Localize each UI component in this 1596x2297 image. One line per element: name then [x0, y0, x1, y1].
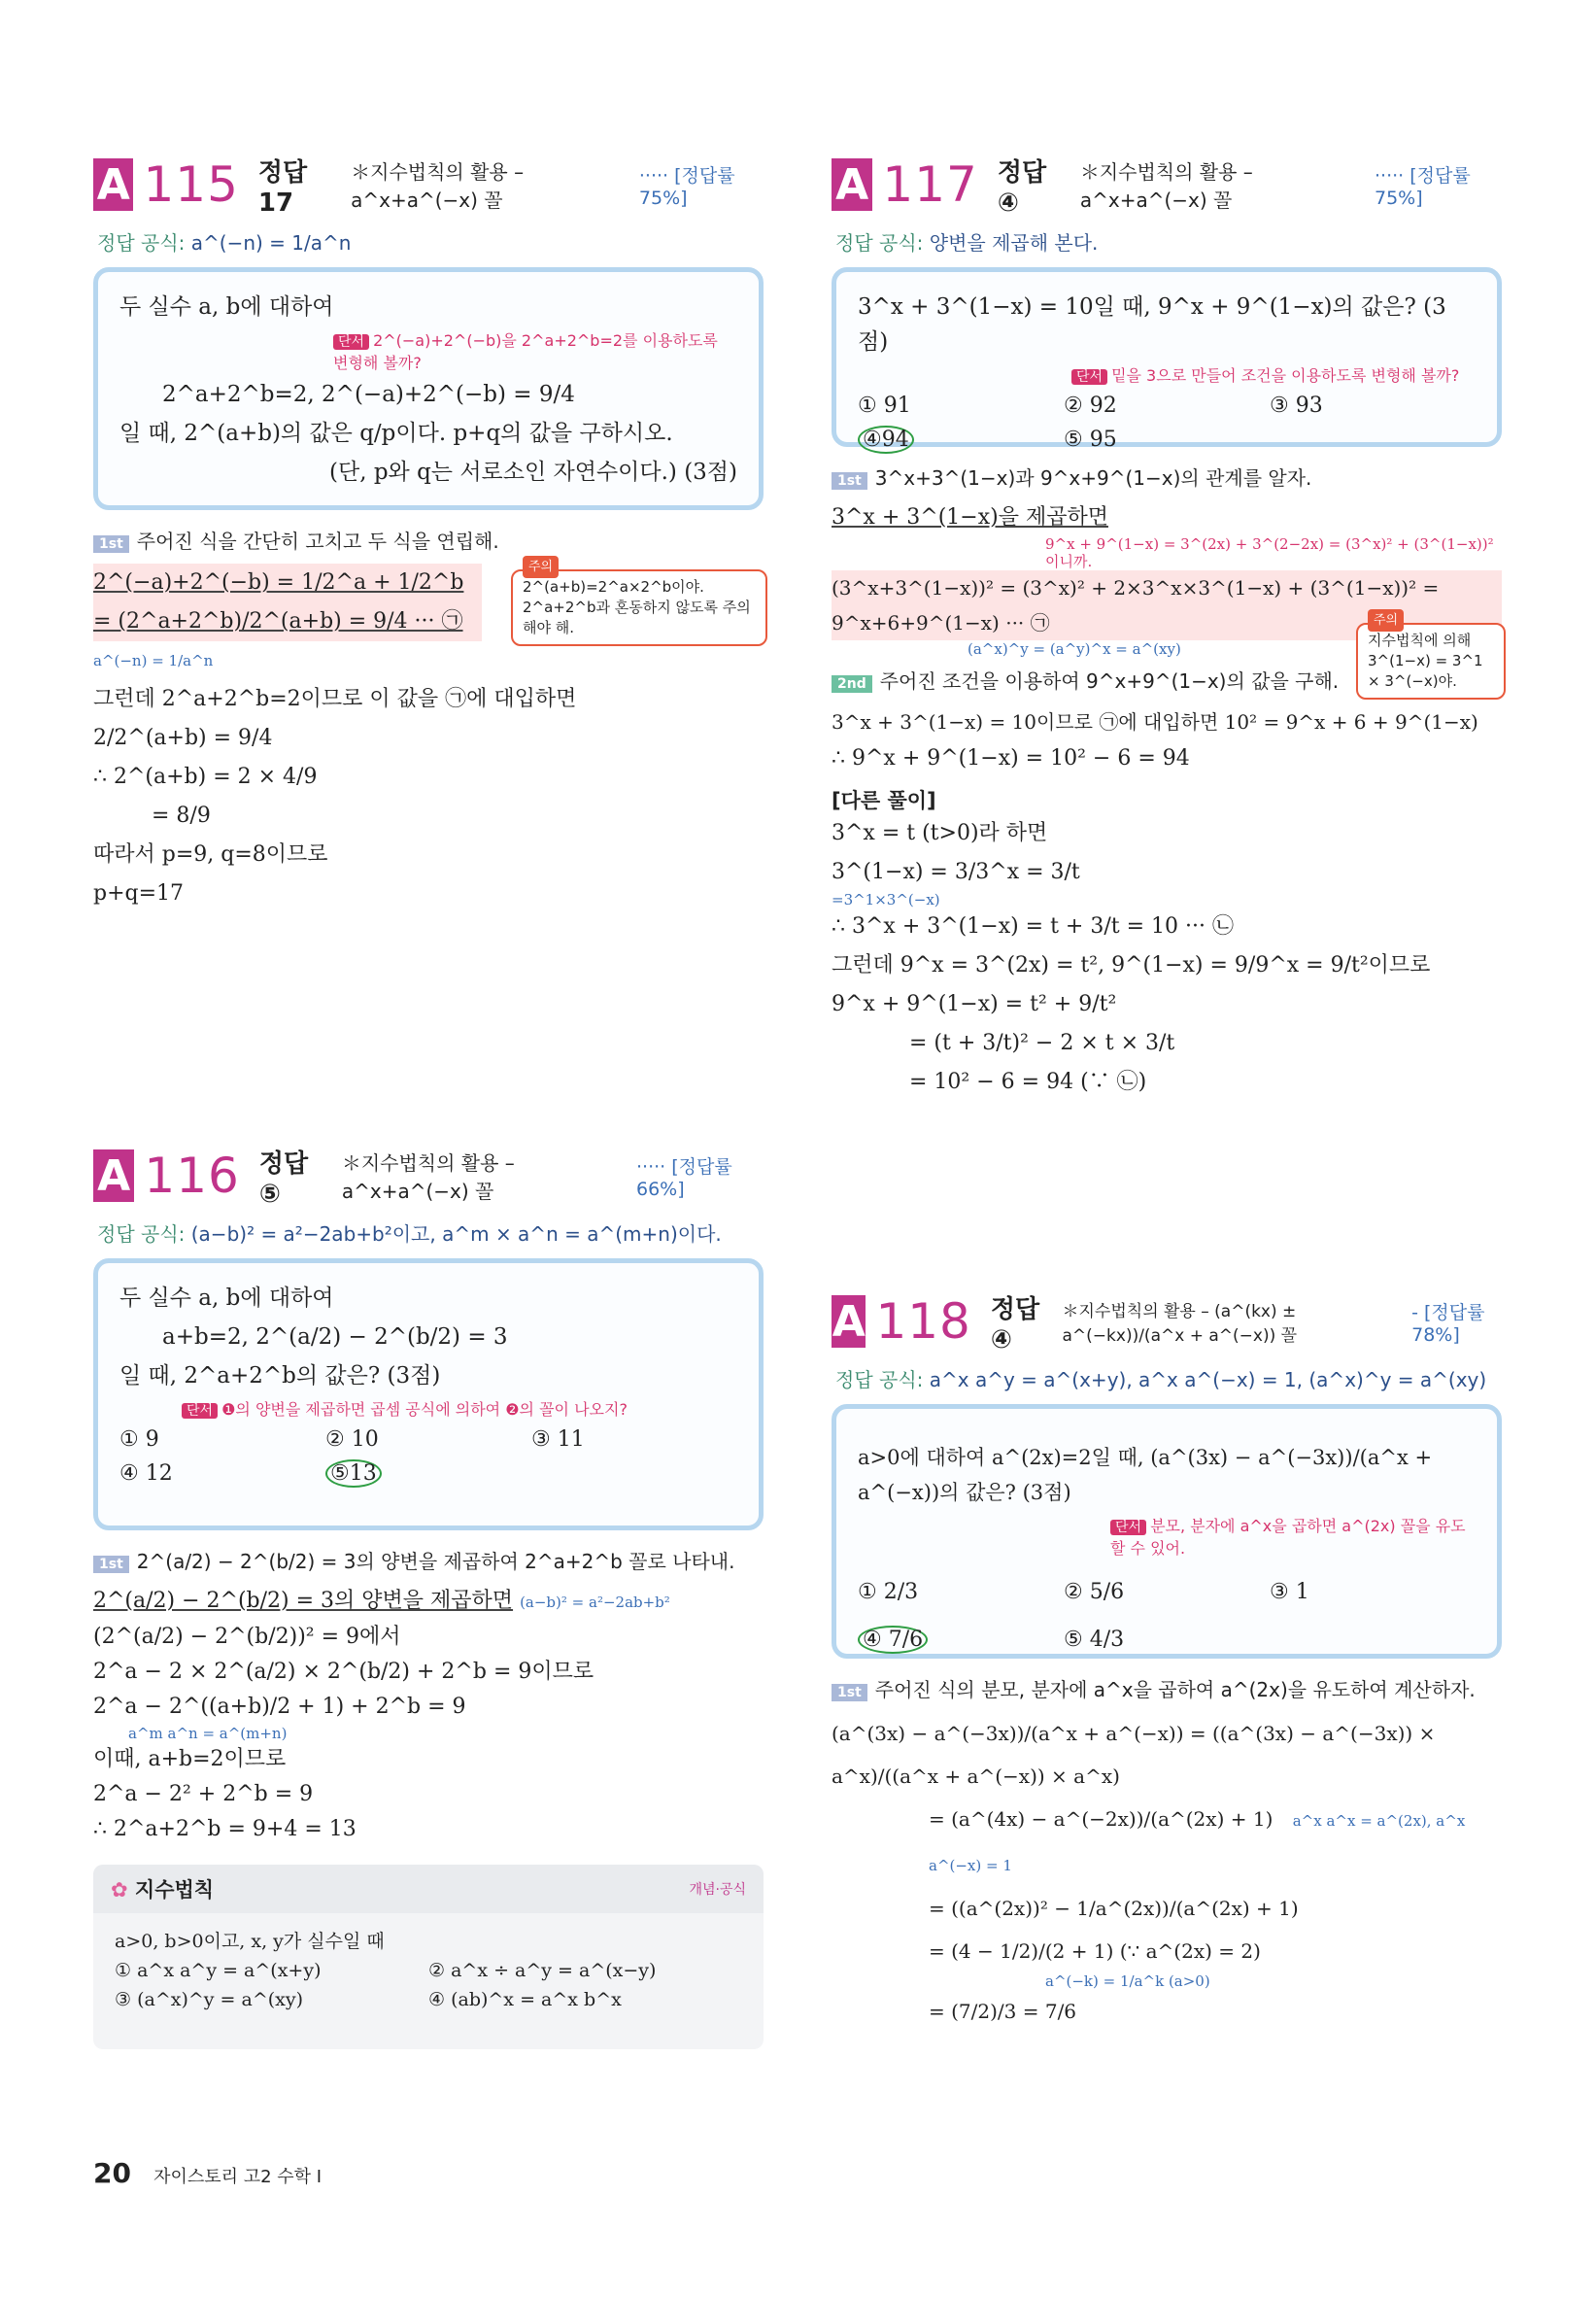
hint-tag: 단서	[1071, 369, 1107, 385]
solution-line: 9^x + 9^(1−x) = t² + 9/t²	[832, 992, 1117, 1016]
q115-header	[93, 155, 764, 218]
solution	[832, 1712, 1502, 2033]
problem-constraint: (단, p와 q는 서로소인 자연수이다.) (3점)	[329, 460, 737, 485]
caution-tag: 주의	[523, 556, 559, 578]
step-1: 1st 2^(a/2) − 2^(b/2) = 3의 양변을 제곱하여 2^a+2^b 꼴로 나타내.	[93, 1546, 764, 1574]
choice: ③ 93	[1270, 394, 1323, 418]
solution-line: 2^a − 2² + 2^b = 9	[93, 1782, 314, 1806]
concept-title: ✿ 지수법칙	[111, 1878, 215, 1902]
solution-note: (a−b)² = a²−2ab+b²	[520, 1594, 670, 1611]
q116-header	[93, 1147, 764, 1209]
caution-callout: 주의 2^(a+b)=2^a×2^b이야. 2^a+2^b과 혼동하지 않도록 주의해야 해.	[511, 569, 767, 646]
problem-question: 일 때, 2^a+2^b의 값은? (3점)	[119, 1363, 441, 1388]
solution-note: a^m a^n = a^(m+n)	[128, 1725, 288, 1742]
problem-condition: a+b=2, 2^(a/2) − 2^(b/2) = 3	[162, 1324, 508, 1350]
topic-label: ＊지수법칙의 활용 – a^x+a^(−x) 꼴	[1079, 160, 1253, 212]
question-number: 118	[875, 1293, 971, 1350]
solution-line: 따라서 p=9, q=8이므로	[93, 842, 328, 867]
solution-line: = (4 − 1/2)/(2 + 1) (∵ a^(2x) = 2)	[929, 1939, 1261, 1963]
choice: ③ 11	[531, 1427, 585, 1452]
solution-line: 2^a − 2^((a+b)/2 + 1) + 2^b = 9	[93, 1695, 466, 1719]
choice: ② 92	[1064, 394, 1117, 418]
q118-section	[832, 1292, 1502, 2033]
book-title: 자이스토리 고2 수학 I	[153, 2167, 323, 2187]
choice: ① 91	[858, 394, 911, 418]
problem-hint: 단서 밑을 3으로 만들어 조건을 이용하도록 변형해 볼까?	[1071, 363, 1476, 386]
rule-item: ② a^x ÷ a^y = a^(x−y)	[428, 1960, 657, 1981]
solution-line: 이때, a+b=2이므로	[93, 1747, 287, 1771]
step-badge: 1st	[832, 472, 867, 490]
caution-callout: 주의 지수법칙에 의해 3^(1−x) = 3^1 × 3^(−x)야.	[1356, 623, 1506, 700]
hint-tag: 단서	[333, 334, 369, 350]
choice-selected: ⑤13	[325, 1461, 531, 1486]
formula-text: a^x a^y = a^(x+y), a^x a^(−x) = 1, (a^x)^y = a^(xy)	[929, 1368, 1487, 1391]
choice: ② 10	[325, 1427, 379, 1452]
solution-line: = ((a^(2x))² − 1/a^(2x))/(a^(2x) + 1)	[929, 1897, 1299, 1920]
level-a-badge: A	[832, 158, 872, 211]
problem-hint: 단서 분모, 분자에 a^x을 곱하면 a^(2x) 꼴을 유도할 수 있어.	[1110, 1517, 1466, 1558]
q117-section	[832, 155, 1502, 1102]
page-footer	[93, 2157, 322, 2189]
solution-line: 그런데 9^x = 3^(2x) = t², 9^(1−x) = 9/9^x = 9/t²이므로	[832, 953, 1431, 977]
alt-solution	[832, 814, 1502, 1102]
solution-line: ∴ 2^(a+b) = 2 × 4/9	[93, 765, 318, 789]
choices	[858, 1580, 1476, 1652]
solution-note: a^(−k) = 1/a^k (a>0)	[1045, 1972, 1210, 1990]
problem-line: 두 실수 a, b에 대하여	[119, 294, 334, 320]
problem-question: 일 때, 2^(a+b)의 값은 q/p이다. p+q의 값을 구하시오.	[119, 421, 673, 446]
topic-label: ＊지수법칙의 활용 – a^x+a^(−x) 꼴	[351, 160, 525, 212]
q115-section	[93, 155, 764, 913]
solution-line: 3^x + 3^(1−x)을 제곱하면	[832, 505, 1108, 530]
step-badge: 1st	[93, 535, 129, 553]
choice: ⑤ 95	[1064, 428, 1117, 452]
caution-tag: 주의	[1368, 609, 1404, 632]
solution-note: a^x a^x = a^(2x), a^x a^(−x) = 1	[929, 1812, 1466, 1874]
rule-item: ④ (ab)^x = a^x b^x	[428, 1989, 622, 2010]
question-number: 116	[144, 1148, 240, 1204]
solution-line: 그런데 2^a+2^b=2이므로 이 값을 ㉠에 대입하면	[93, 687, 577, 711]
level-a-badge: A	[93, 1149, 134, 1202]
problem-line: 두 실수 a, b에 대하여	[119, 1286, 334, 1311]
concept-tag: 개념·공식	[689, 1882, 746, 1898]
correct-rate: ····· [정답률 66%]	[636, 1155, 732, 1200]
formula-label: 정답 공식:	[835, 231, 924, 255]
solution-note: a^(−n) = 1/a^n	[93, 652, 214, 669]
answer-formula	[97, 227, 764, 256]
concept-header	[93, 1865, 764, 1913]
hint-tag: 단서	[182, 1403, 218, 1419]
answer-formula	[835, 227, 1502, 256]
choice: ① 2/3	[858, 1580, 919, 1604]
solution-line: = 8/9	[152, 804, 211, 828]
rule-item: ③ (a^x)^y = a^(xy)	[115, 1989, 304, 2010]
solution-line: ∴ 3^x + 3^(1−x) = t + 3/t = 10 ··· ㉡	[832, 914, 1234, 939]
step-1: 1st 주어진 식을 간단히 고치고 두 식을 연립해.	[93, 526, 764, 554]
answer-label: 정답 17	[257, 157, 308, 218]
rule-grid	[115, 1956, 742, 2014]
answer-label: 정답 ⑤	[258, 1148, 309, 1209]
choice: ⑤ 4/3	[1064, 1628, 1125, 1652]
formula-text: (a−b)² = a²−2ab+b²이고, a^m × a^n = a^(m+n)이다.	[190, 1222, 722, 1246]
solution-line: = (t + 3/t)² − 2 × t × 3/t	[909, 1031, 1175, 1055]
level-a-badge: A	[832, 1296, 866, 1347]
answer-label: 정답 ④	[997, 157, 1047, 218]
step-1: 1st 주어진 식의 분모, 분자에 a^x을 곱하여 a^(2x)을 유도하여 계산하자.	[832, 1674, 1502, 1702]
concept-rules	[93, 1913, 764, 2014]
choice: ④ 12	[119, 1461, 173, 1486]
solution-note: 9^x + 9^(1−x) = 3^(2x) + 3^(2−2x) = (3^x)² + (3^(1−x))²이니까.	[1045, 535, 1494, 570]
solution-line: = (7/2)/3 = 7/6	[929, 2000, 1077, 2023]
problem-box	[832, 1404, 1502, 1659]
solution-note: =3^1×3^(−x)	[832, 891, 940, 909]
choice: ① 9	[119, 1427, 159, 1452]
step-badge: 1st	[93, 1556, 129, 1573]
solution-line: 3^x + 3^(1−x) = 10이므로 ㉠에 대입하면 10² = 9^x + 6 + 9^(1−x)	[832, 710, 1478, 734]
question-number: 115	[143, 156, 239, 213]
topic-label: ＊지수법칙의 활용 – a^x+a^(−x) 꼴	[341, 1151, 515, 1203]
answer-label: 정답 ④	[990, 1294, 1040, 1354]
alt-solution-title: [다른 풀이]	[832, 789, 936, 812]
correct-rate: ····· [정답률 75%]	[1375, 164, 1471, 209]
problem-line: a>0에 대하여 a^(2x)=2일 때, (a^(3x) − a^(−3x))/(a^x + a^(−x))의 값은? (3점)	[858, 1446, 1433, 1504]
solution-line: = 10² − 6 = 94 (∵ ㉡)	[909, 1070, 1147, 1094]
correct-rate: ····· [정답률 75%]	[638, 164, 735, 209]
problem-hint: 단서 ❶의 양변을 제곱하면 곱셈 공식에 의하여 ❷의 꼴이 나오지?	[182, 1397, 737, 1420]
choice-selected: ④ 7/6	[858, 1628, 1064, 1652]
problem-box	[93, 1258, 764, 1530]
solution-line: = (a^(4x) − a^(−2x))/(a^(2x) + 1) a^x a^x = a^(2x), a^x a^(−x) = 1	[929, 1807, 1466, 1874]
q118-header	[832, 1292, 1502, 1354]
formula-label: 정답 공식:	[97, 231, 186, 255]
choice-selected: ④94	[858, 428, 1064, 452]
rule-item: ① a^x a^y = a^(x+y)	[115, 1960, 322, 1981]
solution-line: ∴ 9^x + 9^(1−x) = 10² − 6 = 94	[832, 746, 1190, 771]
concept-intro: a>0, b>0이고, x, y가 실수일 때	[115, 1931, 385, 1952]
step-badge: 1st	[832, 1684, 867, 1701]
solution-line: (a^(3x) − a^(−3x))/(a^x + a^(−x)) = ((a^(3x) − a^(−3x)) × a^x)/((a^x + a^(−x)) × a^x)	[832, 1722, 1436, 1788]
step-badge: 2nd	[832, 675, 872, 693]
solution-line: 2^a − 2 × 2^(a/2) × 2^(b/2) + 2^b = 9이므로	[93, 1660, 594, 1684]
problem-line: 3^x + 3^(1−x) = 10일 때, 9^x + 9^(1−x)의 값은? (3점)	[858, 294, 1446, 355]
solution-line: 2^(a/2) − 2^(b/2) = 3의 양변을 제곱하면 (a−b)² = a²−2ab+b²	[93, 1589, 670, 1613]
question-number: 117	[882, 156, 978, 213]
step-1: 1st 3^x+3^(1−x)과 9^x+9^(1−x)의 관계를 알자.	[832, 463, 1502, 491]
solution	[93, 560, 764, 913]
choice: ③ 1	[1270, 1580, 1309, 1604]
choice: ② 5/6	[1064, 1580, 1125, 1604]
solution-line: 3^x = t (t>0)라 하면	[832, 821, 1048, 845]
solution-line: ∴ 2^a+2^b = 9+4 = 13	[93, 1817, 357, 1841]
correct-rate: - [정답률 78%]	[1411, 1301, 1485, 1346]
problem-hint: 단서 2^(−a)+2^(−b)을 2^a+2^b=2를 이용하도록 변형해 볼까?	[333, 331, 718, 372]
choices	[119, 1427, 737, 1486]
solution-line: p+q=17	[93, 881, 185, 906]
solution-line: (2^(a/2) − 2^(b/2))² = 9에서	[93, 1625, 401, 1649]
formula-label: 정답 공식:	[835, 1368, 924, 1391]
q117-header	[832, 155, 1502, 218]
q116-section	[93, 1147, 764, 2049]
problem-box	[832, 267, 1502, 452]
formula-label: 정답 공식:	[97, 1222, 186, 1246]
solution-line: 2/2^(a+b) = 9/4	[93, 726, 273, 750]
solution-line: 3^(1−x) = 3/3^x = 3/t	[832, 860, 1080, 884]
answer-formula	[97, 1218, 764, 1247]
answer-formula	[835, 1364, 1502, 1392]
hint-tag: 단서	[1110, 1520, 1146, 1535]
solution-line: 2^(−a)+2^(−b) = 1/2^a + 1/2^b = (2^a+2^b)/2^(a+b) = 9/4 ··· ㉠	[93, 564, 482, 641]
solution	[93, 1584, 764, 1847]
topic-label: ＊지수법칙의 활용 – (a^(kx) ± a^(−kx))/(a^x + a^(−x)) 꼴	[1062, 1302, 1298, 1346]
page-number: 20	[93, 2157, 131, 2189]
solution-note: (a^x)^y = (a^y)^x = a^(xy)	[968, 640, 1181, 658]
formula-text: 양변을 제곱해 본다.	[929, 231, 1099, 255]
solution-line: (3^x+3^(1−x))² = (3^x)² + 2×3^x×3^(1−x) + (3^(1−x))² = 9^x+6+9^(1−x) ··· ㉠	[832, 570, 1502, 640]
level-a-badge: A	[93, 158, 133, 211]
problem-box	[93, 267, 764, 510]
choices	[858, 394, 1476, 452]
concept-box	[93, 1865, 764, 2049]
step-2: 2nd 주어진 조건을 이용하여 9^x+9^(1−x)의 값을 구해.	[832, 666, 1502, 694]
problem-condition: 2^a+2^b=2, 2^(−a)+2^(−b) = 9/4	[162, 382, 575, 407]
solution-2	[832, 703, 1502, 777]
formula-text: a^(−n) = 1/a^n	[190, 231, 352, 255]
